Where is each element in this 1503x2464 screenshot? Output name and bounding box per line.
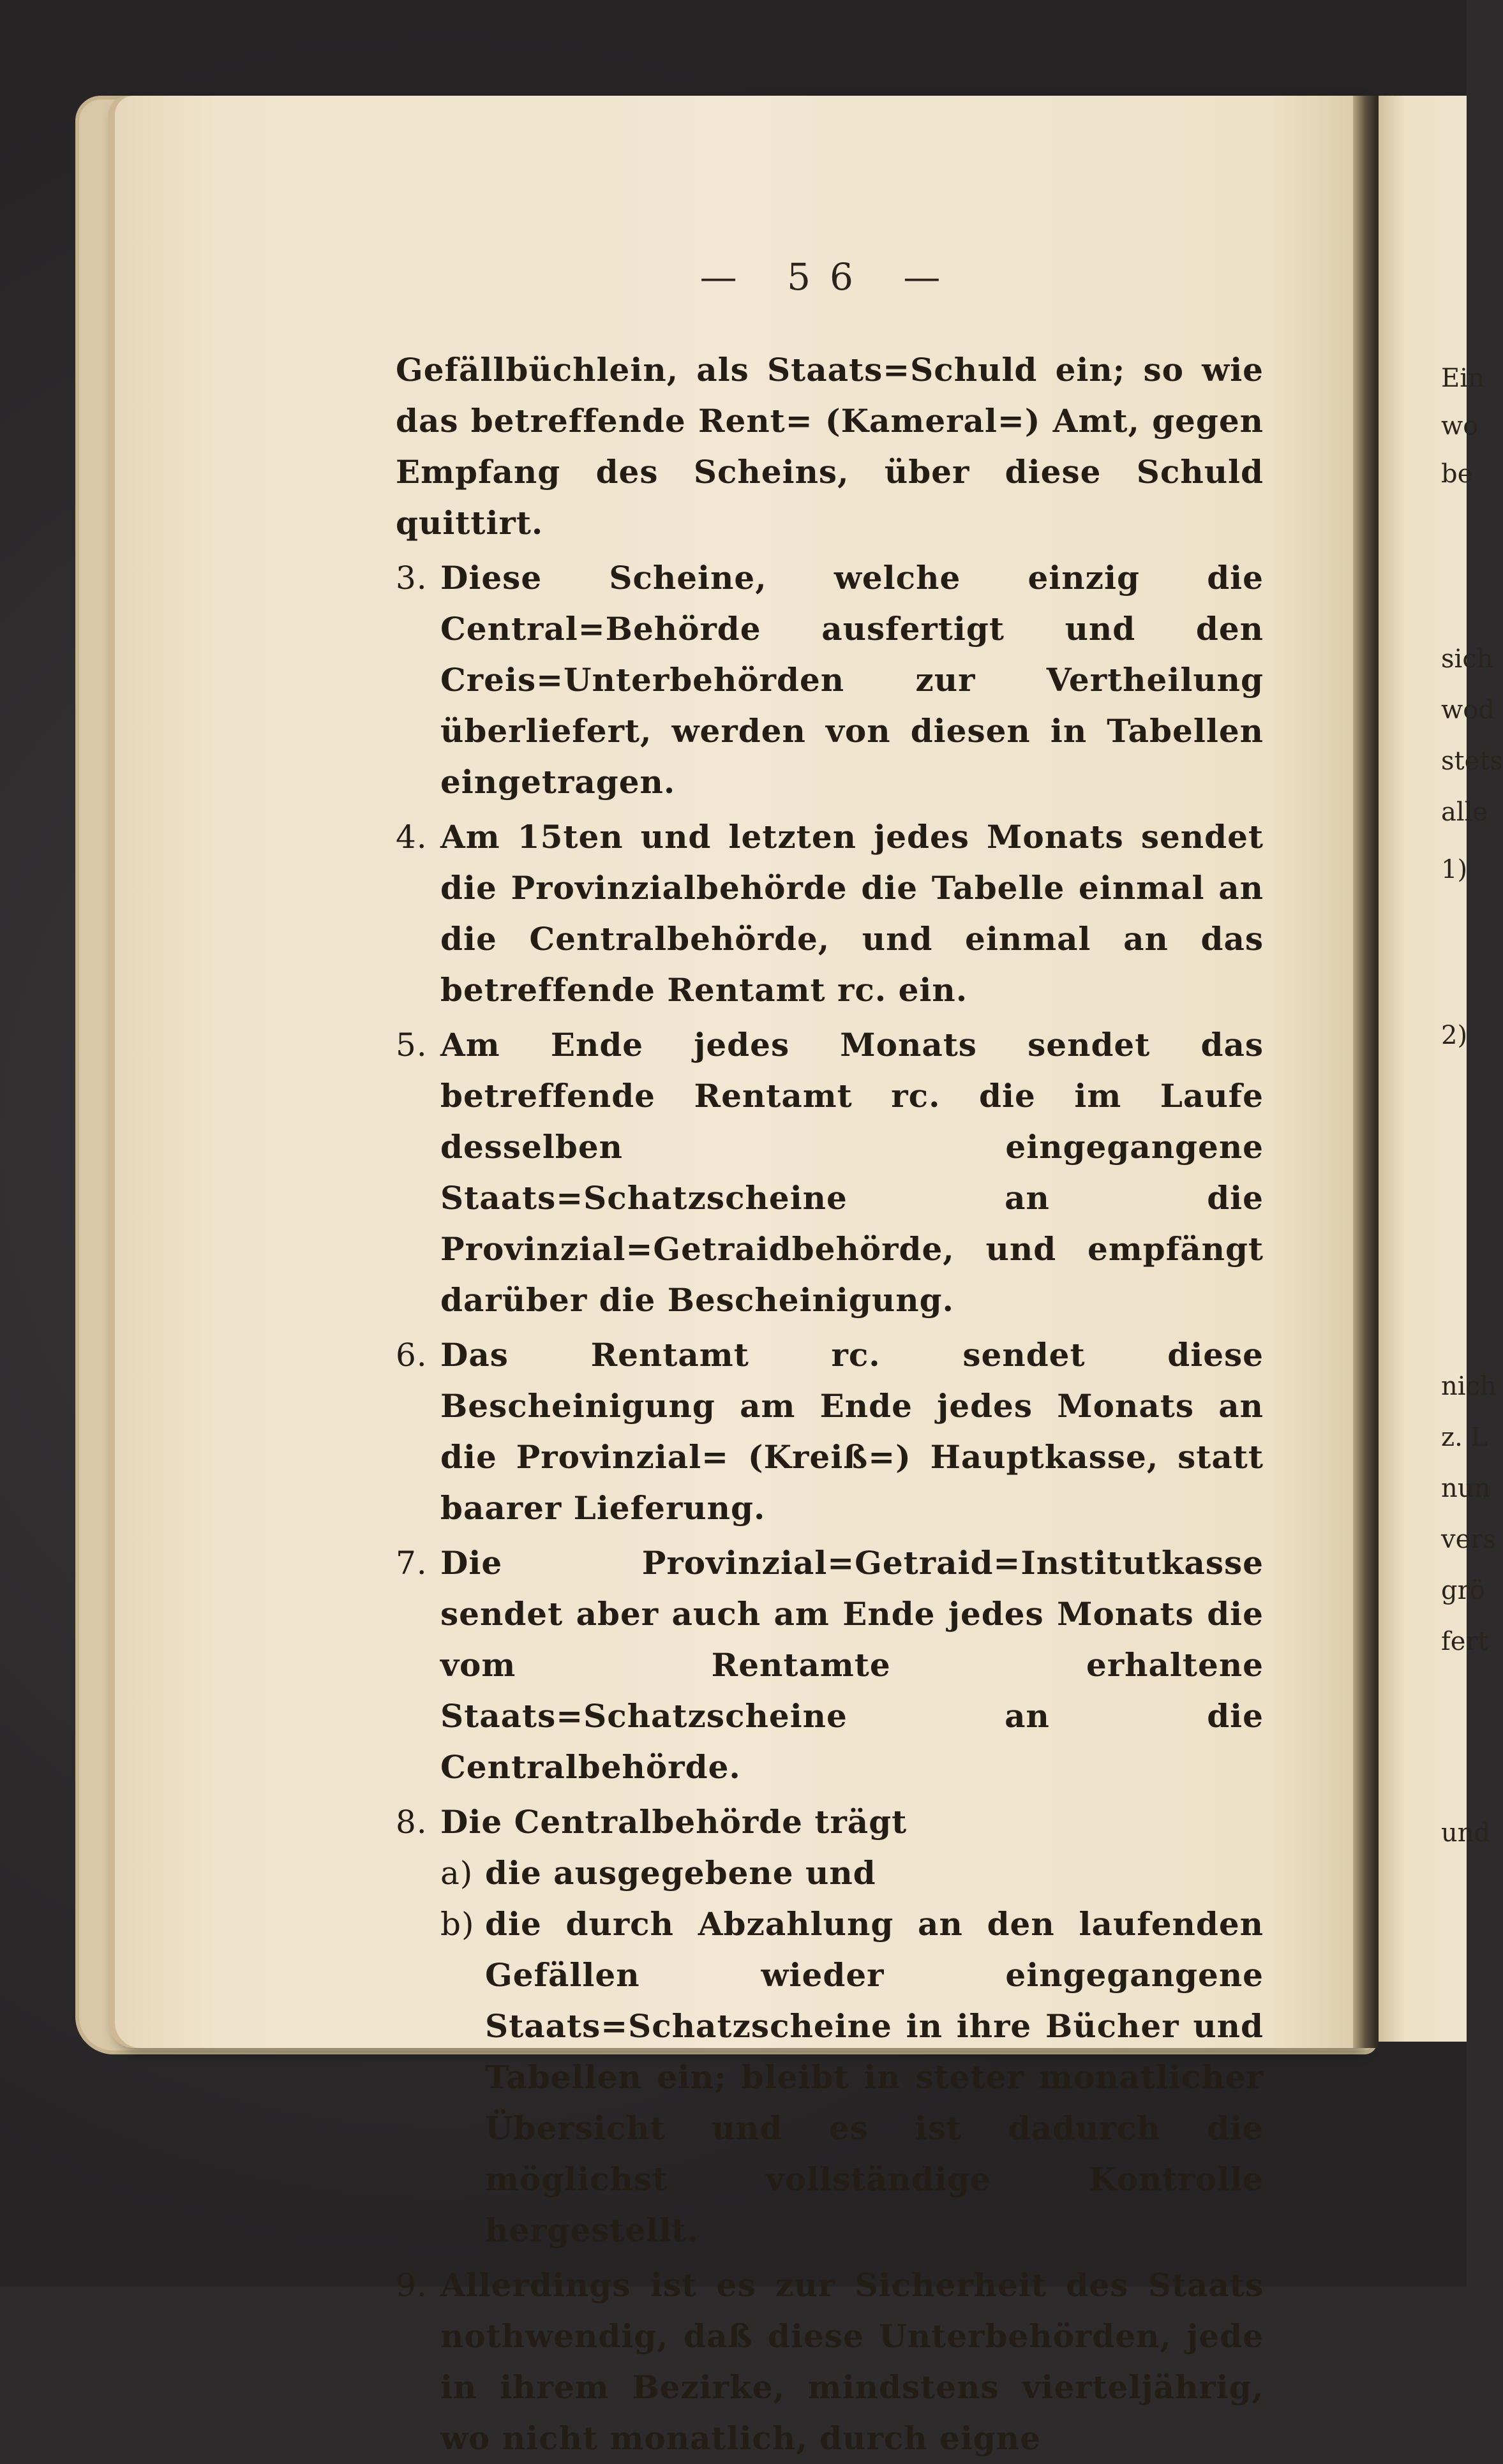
list-item [396,553,1264,808]
continuation-paragraph: Gefällbüchlein, als Staats=Schuld ein; so wie das betreffende Rent= (Kameral=) Amt, gegen Empfang des Scheins, über diese Schuld quittirt. [396,351,1264,542]
item-number: 8. [396,1804,428,1841]
facing-page [1379,96,1503,2042]
list-item [396,1538,1264,1793]
book-gutter [1353,96,1379,2048]
facing-fragment: wo [1441,412,1479,441]
item-number: 3. [396,560,428,597]
facing-fragment: 1) [1441,855,1468,884]
item-text: Diese Scheine, welche einzig die Central=Behörde ausfertigt und den Creis=Unterbehörden zur Vertheilung überliefert, werden von diesen in Tabellen eingetragen. [440,559,1264,801]
facing-fragment: grö [1441,1576,1485,1605]
page-body [396,345,1264,2464]
facing-fragment: wod [1441,695,1495,725]
item-text: Am 15ten und letzten jedes Monats sendet die Provinzialbehörde die Tabelle einmal an die Centralbehörde, und einmal an das betreffende Rentamt rc. ein. [440,818,1264,1009]
item-number: 6. [396,1337,428,1374]
item-text: Allerdings ist es zur Sicherheit des Staats nothwendig, daß diese Unterbehörden, jede in ihrem Bezirke, mindstens vierteljährig, wo nicht monatlich, durch eigne [440,2266,1264,2457]
sub-list-item [396,1848,1264,1899]
item-number: 7. [396,1545,428,1582]
facing-fragment: Ein [1441,364,1484,393]
facing-fragment: stets [1441,746,1503,776]
sub-item-letter: b) [440,1906,475,1943]
facing-fragment: be [1441,459,1473,489]
list-item [396,1020,1264,1326]
facing-fragment: alle [1441,798,1488,827]
page-number-header: — 56 — [699,255,960,299]
item-text: Die Provinzial=Getraid=Institutkasse sendet aber auch am Ende jedes Monats die vom Rentamte erhaltene Staats=Schatzscheine an die Centralbehörde. [440,1544,1264,1786]
facing-fragment: fert [1441,1627,1488,1656]
facing-fragment: vers [1441,1525,1496,1554]
facing-fragment: z. L [1441,1423,1488,1452]
sub-list-item [396,1899,1264,2256]
list-item [396,1330,1264,1534]
sub-item-text: die ausgegebene und [485,1854,876,1892]
facing-fragment: nun [1441,1474,1491,1503]
item-number: 5. [396,1027,428,1064]
item-text: Das Rentamt rc. sendet diese Bescheinigung am Ende jedes Monats an die Provinzial= (Kreiß=) Hauptkasse, statt baarer Lieferung. [440,1336,1264,1527]
sub-item-letter: a) [440,1855,474,1892]
item-number: 9. [396,2267,428,2304]
list-item [396,812,1264,1016]
item-text: Die Centralbehörde trägt [440,1803,908,1841]
facing-fragment: nich [1441,1372,1497,1401]
item-text: Am Ende jedes Monats sendet das betreffende Rentamt rc. die im Laufe desselben eingegangene Staats=Schatzscheine an die Provinzial=Getraidbehörde, und empfängt darüber die Bescheinigung. [440,1026,1264,1319]
list-item [396,1797,1264,1848]
sub-item-text: die durch Abzahlung an den laufenden Gefällen wieder eingegangene Staats=Schatzscheine in ihre Bücher und Tabellen ein; bleibt in steter monatlicher Übersicht und es ist dadurch die möglichst vollständige Kontrolle hergestellt. [485,1905,1264,2249]
item-number: 4. [396,819,428,856]
facing-fragment: sich [1441,644,1493,674]
facing-fragment: und [1441,1818,1491,1848]
facing-fragment: 2) [1441,1021,1468,1050]
list-item [396,2260,1264,2464]
